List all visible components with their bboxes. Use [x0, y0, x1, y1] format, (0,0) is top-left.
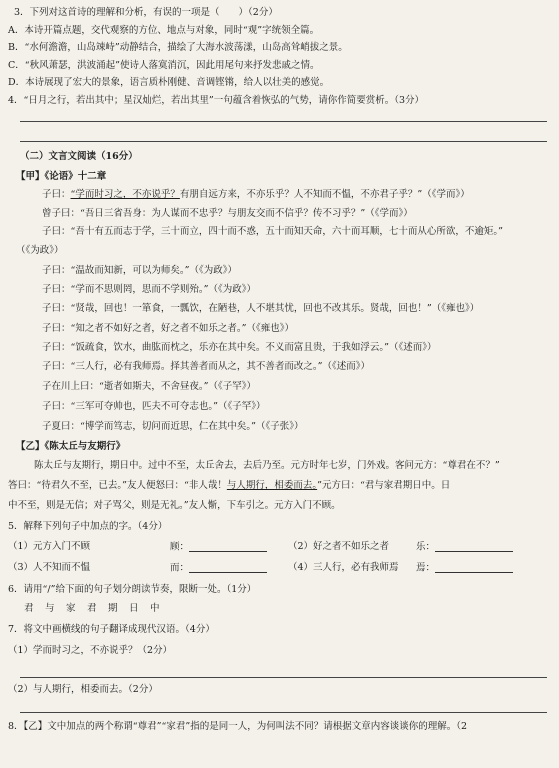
q3-option-a: A．本诗开篇点题，交代观察的方位、地点与对象，同时“观”字统领全篇。: [8, 25, 320, 36]
q3-option-b: B．“水何澹澹，山岛竦峙”动静结合，描绘了大海水波荡漾，山岛高耸峭拔之景。: [8, 42, 348, 53]
jia-line-7: 子曰：“知之者不如好之者，好之者不如乐之者。”（《雍也》）: [42, 323, 294, 334]
q5-stem: 5．解释下列句子中加点的字。（4分）: [8, 521, 168, 532]
q4-answer-line-1: [20, 121, 547, 122]
jia-line-6: 子曰：“贤哉，回也！一箪食，一瓢饮，在陋巷，人不堪其忧，回也不改其乐。贤哉，回也！”（《雍也》）: [42, 303, 480, 314]
jia-line-3-source: （《为政》）: [16, 245, 64, 256]
q5-item-1: （1）元方入门不顾: [8, 541, 91, 552]
q7-answer-line-2: [20, 712, 547, 713]
jia-line-8: 子曰：“饭疏食，饮水，曲肱而枕之，乐亦在其中矣。不义而富且贵，于我如浮云。”（《述而》）: [42, 342, 437, 353]
q5-item-4: （4）三人行，必有我师焉: [288, 562, 399, 573]
q6-sentence: 君 与 家 君 期 日 中: [24, 603, 161, 614]
jia-line-4: 子曰：“温故而知新，可以为师矣。”（《为政》）: [42, 265, 237, 276]
jia-line-3: 子曰：“吾十有五而志于学，三十而立，四十而不惑，五十而知天命，六十而耳顺，七十而从心所欲，不逾矩。”: [42, 226, 503, 237]
jia-line-12: 子夏曰：“博学而笃志，切问而近思，仁在其中矣。”（《子张》）: [42, 421, 304, 432]
underlined-sentence-2: 与人期行，相委而去。: [226, 480, 318, 491]
jia-line-2: 曾子曰：“吾日三省吾身：为人谋而不忠乎？与朋友交而不信乎？传不习乎？”（《学而》）: [42, 208, 413, 219]
jia-line-10: 子在川上曰：“逝者如斯夫，不舍昼夜。”（《子罕》）: [42, 381, 256, 392]
yi-label: 【乙】《陈太丘与友期行》: [16, 441, 126, 452]
jia-line-1: 子曰：“学而时习之，不亦说乎？有朋自远方来，不亦乐乎？人不知而不愠，不亦君子乎？”（《学而》）: [42, 189, 470, 200]
q3-option-c: C．“秋风萧瑟，洪波涌起”使诗人落寞消沉，因此用尾句来抒发悲戚之情。: [8, 60, 320, 71]
yi-line-1: 陈太丘与友期行，期日中。过中不至，太丘舍去，去后乃至。元方时年七岁，门外戏。客问元方：“尊君在不？”: [34, 460, 500, 471]
jia-line-5: 子曰：“学而不思则罔，思而不学则殆。”（《为政》）: [42, 284, 256, 295]
yi-line-2: 答曰：“待君久不至，已去。”友人便怒曰：“非人哉！与人期行，相委而去。”元方曰：“君与家君期日中。日: [8, 480, 451, 491]
q4-stem: 4．“日月之行，若出其中；星汉灿烂，若出其里”一句蕴含着恢弘的气势，请你作简要赏析。（3分）: [8, 95, 425, 106]
q7-sentence-2: （2）与人期行，相委而去。（2分）: [8, 684, 158, 695]
jia-label: 【甲】《论语》十二章: [16, 171, 107, 182]
answer-blank[interactable]: [189, 542, 267, 552]
yi-line-3: 中不至，则是无信；对子骂父，则是无礼。”友人惭，下车引之。元方入门不顾。: [8, 500, 341, 511]
q5-item-4-key: 焉：: [416, 563, 513, 573]
q8-stem: 8．【乙】文中加点的两个称谓“尊君”“家君”指的是同一人，为何叫法不同？请根据文章内容谈谈你的理解。（2: [8, 721, 468, 732]
section-title: （二）文言文阅读（16分）: [20, 151, 138, 162]
q3-stem: 3．下列对这首诗的理解和分析，有误的一项是（ ）（2分）: [14, 7, 278, 18]
underlined-sentence: “学而时习之，不亦说乎？: [70, 189, 180, 200]
q3-option-d: D．本诗展现了宏大的景象，语言质朴刚健、音调铿锵，给人以壮美的感觉。: [8, 77, 330, 88]
q7-stem: 7．将文中画横线的句子翻译成现代汉语。（4分）: [8, 624, 215, 635]
q5-item-3: （3）人不知而不愠: [8, 562, 91, 573]
q7-answer-line-1: [20, 677, 547, 678]
jia-line-11: 子曰：“三军可夺帅也，匹夫不可夺志也。”（《子罕》）: [42, 401, 266, 412]
jia-line-9: 子曰：“三人行，必有我师焉。择其善者而从之，其不善者而改之。”（《述而》）: [42, 361, 370, 372]
q7-sentence-1: （1）学而时习之，不亦说乎？（2分）: [8, 645, 173, 656]
answer-blank[interactable]: [189, 563, 267, 573]
q6-stem: 6．请用“/”给下面的句子划分朗读节奏，限断一处。（1分）: [8, 584, 257, 595]
q5-item-1-key: 顾：: [170, 542, 267, 552]
q5-item-3-key: 而：: [170, 563, 267, 573]
answer-blank[interactable]: [435, 542, 513, 552]
q5-item-2-key: 乐：: [416, 542, 513, 552]
q5-item-2: （2）好之者不如乐之者: [288, 541, 390, 552]
q4-answer-line-2: [20, 141, 547, 142]
answer-blank[interactable]: [435, 563, 513, 573]
